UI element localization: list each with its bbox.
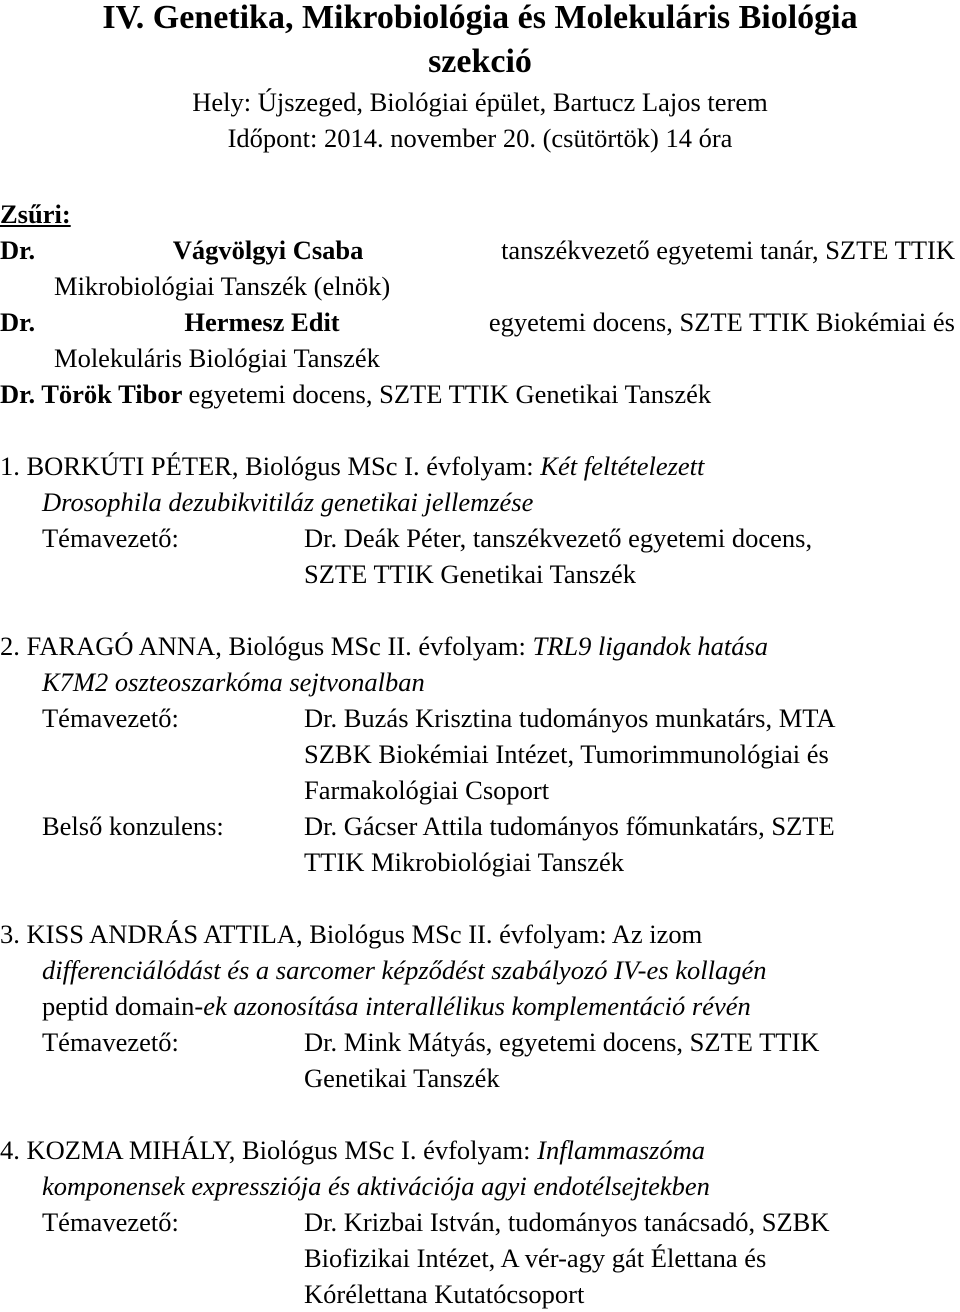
section-title-line1: IV. Genetika, Mikrobiológia és Molekuláris Biológia	[102, 0, 858, 36]
jury-member-3-dr: Dr.	[0, 379, 42, 409]
presentation-2-title: K7M2 oszteoszarkóma sejtvonalban	[42, 667, 425, 697]
presentation-2-supervisor-label: Témavezető:	[42, 703, 179, 733]
venue: Hely: Újszeged, Biológiai épület, Bartucz Lajos terem	[192, 87, 768, 117]
presentation-1-author: 1. BORKÚTI PÉTER, Biológus MSc I. évfolyam:	[0, 451, 541, 481]
presentation-1-title-start: Két feltételezett	[540, 451, 705, 481]
jury-member-2-name: Hermesz Edit	[184, 307, 340, 337]
jury-member-1-name: Vágvölgyi Csaba	[172, 235, 364, 265]
jury-member-1-role: tanszékvezető egyetemi tanár, SZTE TTIK	[501, 235, 955, 265]
presentation-3-supervisor: Dr. Mink Mátyás, egyetemi docens, SZTE TTIK	[304, 1027, 820, 1057]
presentation-1-supervisor-dept: SZTE TTIK Genetikai Tanszék	[304, 559, 637, 589]
presentation-2-consultant-label: Belső konzulens:	[42, 811, 224, 841]
jury-member-3-name: Török Tibor	[41, 379, 189, 409]
jury-heading: Zsűri:	[0, 199, 71, 229]
presentation-4-head	[0, 1132, 705, 1168]
presentation-3-title-start: Az izom	[611, 919, 703, 949]
presentation-3-supervisor-label: Témavezető:	[42, 1027, 179, 1057]
presentation-2-head	[0, 628, 768, 664]
date-time: Időpont: 2014. november 20. (csütörtök) 14 óra	[227, 123, 733, 153]
presentation-2-consultant: Dr. Gácser Attila tudományos főmunkatárs, SZTE	[304, 811, 835, 841]
presentation-1-title: Drosophila dezubikvitiláz genetikai jellemzése	[42, 487, 534, 517]
presentation-2-author: 2. FARAGÓ ANNA, Biológus MSc II. évfolyam:	[0, 631, 533, 661]
jury-member-1	[0, 232, 955, 268]
presentation-3-title-end	[42, 988, 751, 1024]
presentation-2-supervisor: Dr. Buzás Krisztina tudományos munkatárs, MTA	[304, 703, 836, 733]
presentation-1-head	[0, 448, 704, 484]
presentation-4-supervisor-label: Témavezető:	[42, 1207, 179, 1237]
presentation-2-title-start: TRL9 ligandok hatása	[532, 631, 769, 661]
presentation-4-title: komponensek expressziója és aktivációja agyi endotélsejtekben	[42, 1171, 710, 1201]
presentation-1-supervisor: Dr. Deák Péter, tanszékvezető egyetemi docens,	[304, 523, 813, 553]
jury-member-2-role: egyetemi docens, SZTE TTIK Biokémiai és	[488, 307, 955, 337]
presentation-4-supervisor-inst: Biofizikai Intézet, A vér-agy gát Élettana és	[304, 1243, 767, 1273]
jury-member-1-dr: Dr.	[0, 235, 36, 265]
presentation-1-supervisor-label: Témavezető:	[42, 523, 179, 553]
presentation-2-supervisor-inst: SZBK Biokémiai Intézet, Tumorimmunológiai és	[304, 739, 829, 769]
presentation-3-head	[0, 916, 702, 952]
presentation-2-consultant-dept: TTIK Mikrobiológiai Tanszék	[304, 847, 625, 877]
presentation-4-supervisor-group: Kórélettana Kutatócsoport	[304, 1279, 585, 1309]
jury-member-2-dept: Molekuláris Biológiai Tanszék	[54, 343, 380, 373]
jury-member-2	[0, 304, 955, 340]
jury-member-3	[0, 376, 711, 412]
presentation-4-author: 4. KOZMA MIHÁLY, Biológus MSc I. évfolyam:	[0, 1135, 538, 1165]
presentation-3-author: 3. KISS ANDRÁS ATTILA, Biológus MSc II. évfolyam:	[0, 919, 612, 949]
presentation-3-title-plain: peptid domain-	[42, 991, 204, 1021]
jury-member-3-role: egyetemi docens, SZTE TTIK Genetikai Tanszék	[188, 379, 712, 409]
presentation-3-title: differenciálódást és a sarcomer képződést szabályozó IV-es kollagén	[42, 955, 767, 985]
presentation-4-supervisor: Dr. Krizbai István, tudományos tanácsadó, SZBK	[304, 1207, 830, 1237]
presentation-3-supervisor-dept: Genetikai Tanszék	[304, 1063, 500, 1093]
presentation-4-title-start: Inflammaszóma	[537, 1135, 705, 1165]
section-title-line2: szekció	[428, 43, 532, 80]
presentation-3-title-italic: ek azonosítása interallélikus komplementáció révén	[203, 991, 751, 1021]
presentation-2-supervisor-group: Farmakológiai Csoport	[304, 775, 550, 805]
jury-member-1-dept: Mikrobiológiai Tanszék (elnök)	[54, 271, 391, 301]
jury-member-2-dr: Dr.	[0, 307, 36, 337]
